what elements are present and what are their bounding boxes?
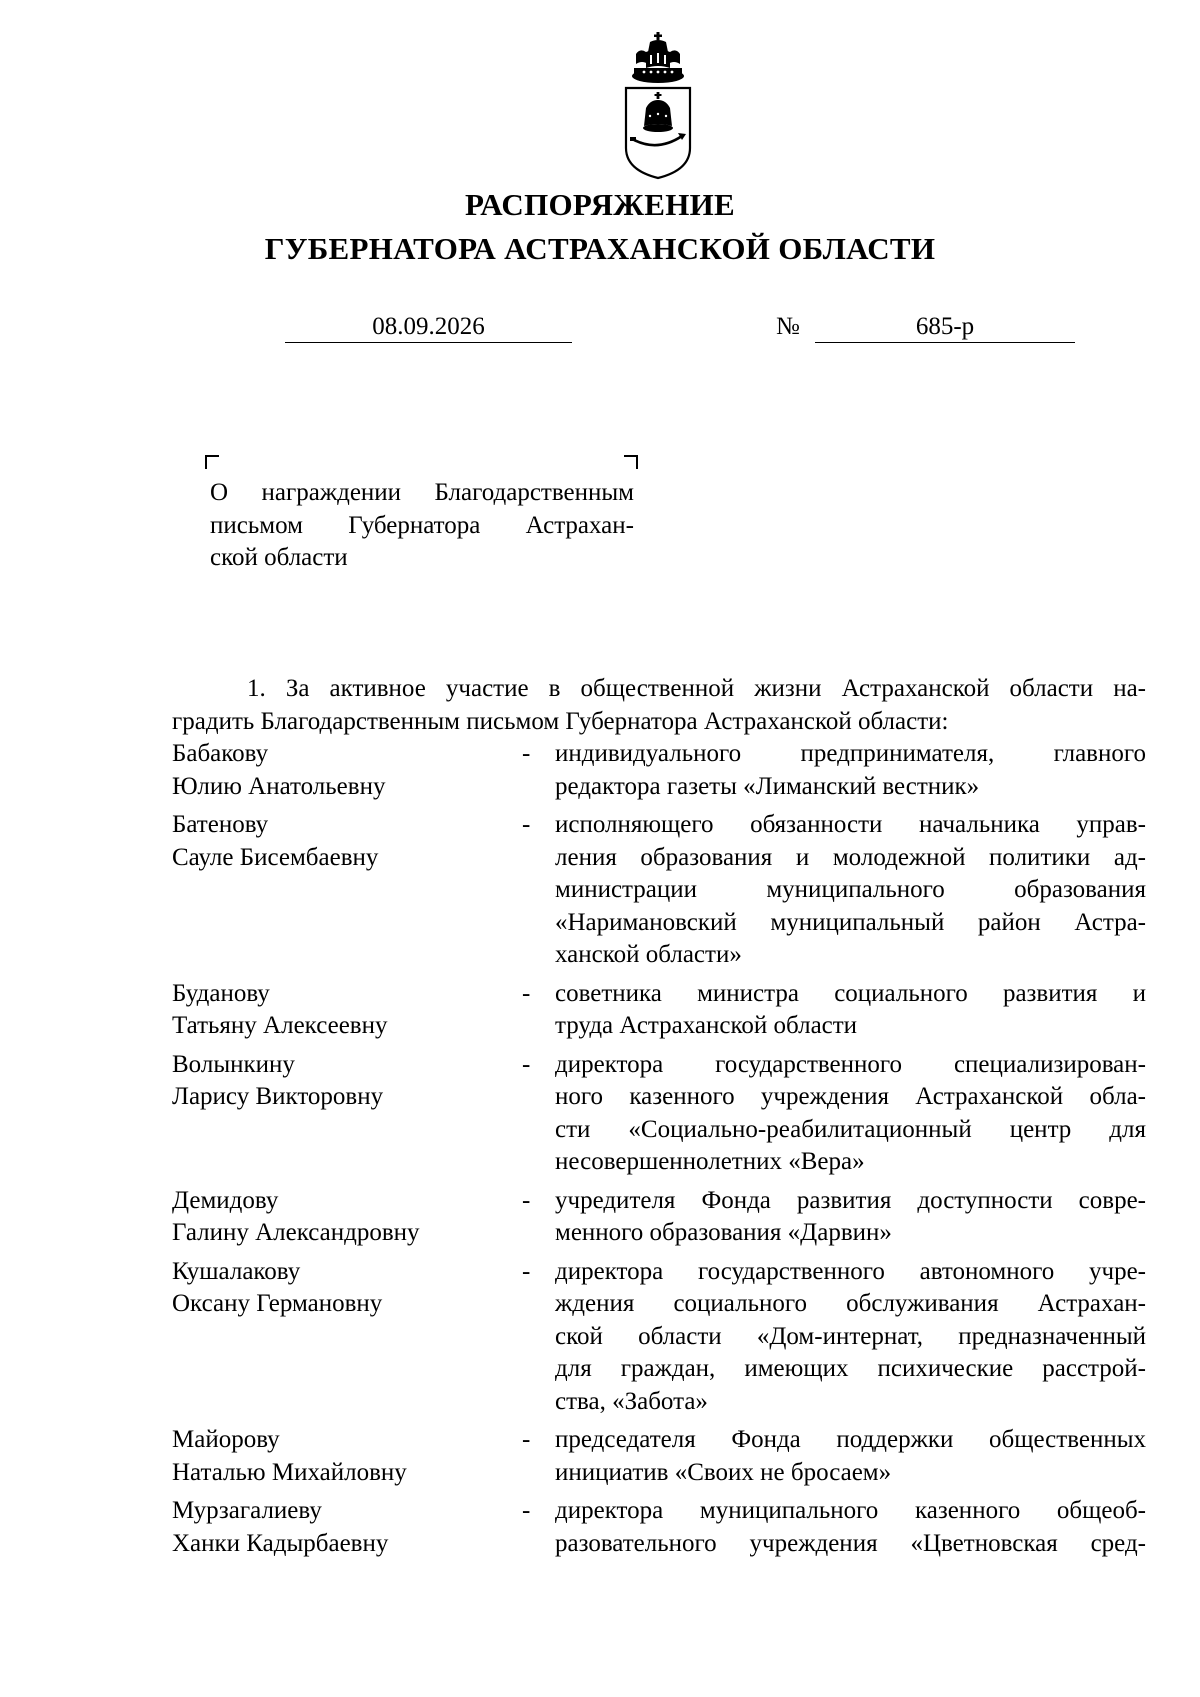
dash-separator: -	[522, 1050, 531, 1078]
award-entry	[172, 738, 1146, 803]
intro-line: 1. За активное участие в общественной жизни Астраханской области на-	[247, 675, 1146, 702]
document-number: 685-р	[815, 312, 1075, 343]
award-entry	[172, 1256, 1146, 1419]
intro-line: градить Благодарственным письмом Губернатора Астраханской области:	[172, 707, 949, 735]
dash-separator: -	[522, 811, 531, 838]
dash-separator: -	[522, 979, 531, 1007]
awardee-name: Мурзагалиеву Ханки Кадырбаевну	[172, 1497, 389, 1557]
award-entry	[172, 1424, 1146, 1489]
awardee-name: Кушалакову Оксану Германовну	[172, 1257, 383, 1317]
awardee-position: индивидуального предпринимателя, главного редактора газеты «Лиманский вестник»	[555, 740, 1146, 800]
award-entry	[172, 1049, 1146, 1179]
awardee-name: Батенову Сауле Бисембаевну	[172, 811, 379, 871]
subject-bracket-left	[205, 455, 219, 469]
awardee-position: председателя Фонда поддержки общественных инициатив «Своих не бросаем»	[555, 1426, 1146, 1486]
astrakhan-coat-of-arms-icon	[620, 30, 696, 180]
award-list	[172, 738, 1146, 1566]
number-sign: №	[776, 313, 800, 340]
award-entry	[172, 1495, 1146, 1560]
awardee-position: директора муниципального казенного общеоб- разовательного учреждения «Цветновская сред-	[555, 1497, 1146, 1557]
subject-bracket-right	[624, 455, 638, 469]
awardee-position: советника министра социального развития и труда Астраханской области	[555, 979, 1146, 1039]
awardee-name: Буданову Татьяну Алексеевну	[172, 979, 388, 1039]
dash-separator: -	[522, 1257, 531, 1285]
awardee-name: Волынкину Ларису Викторовну	[172, 1050, 384, 1110]
issuing-authority: ГУБЕРНАТОРА АСТРАХАНСКОЙ ОБЛАСТИ	[264, 231, 936, 266]
document-subject	[210, 477, 634, 575]
awardee-name: Бабакову Юлию Анатольевну	[172, 740, 386, 800]
subject-line: ской области	[210, 544, 348, 571]
dash-separator: -	[522, 1497, 531, 1524]
dash-separator: -	[522, 1186, 531, 1214]
document-date: 08.09.2026	[285, 312, 572, 343]
awardee-name: Демидову Галину Александровну	[172, 1186, 420, 1246]
awardee-name: Майорову Наталью Михайловну	[172, 1426, 407, 1486]
awardee-position: директора государственного автономного учре- ждения социального обслуживания Астрахан- ской области «Дом-интернат, предназначенный для граждан, имеющих психические расстрой- ства, «Забота»	[555, 1257, 1146, 1415]
subject-line: письмом Губернатора Астрахан-	[210, 511, 634, 539]
awardee-position: учредителя Фонда развития доступности совре- менного образования «Дарвин»	[555, 1186, 1146, 1246]
awardee-position: исполняющего обязанности начальника управ- ления образования и молодежной политики ад- министрации муниципального образования «Наримановский муниципальный район Астра- ханской области»	[555, 811, 1146, 968]
document-title: РАСПОРЯЖЕНИЕ	[464, 187, 736, 222]
intro-paragraph	[172, 673, 1146, 738]
award-entry	[172, 1185, 1146, 1250]
awardee-position: директора государственного специализирован- ного казенного учреждения Астраханской обла- сти «Социально-реабилитационный центр для несовершеннолетних «Вера»	[555, 1050, 1146, 1175]
award-entry	[172, 978, 1146, 1043]
award-entry	[172, 809, 1146, 972]
subject-line: О награждении Благодарственным	[210, 479, 634, 506]
dash-separator: -	[522, 740, 531, 767]
dash-separator: -	[522, 1426, 531, 1453]
